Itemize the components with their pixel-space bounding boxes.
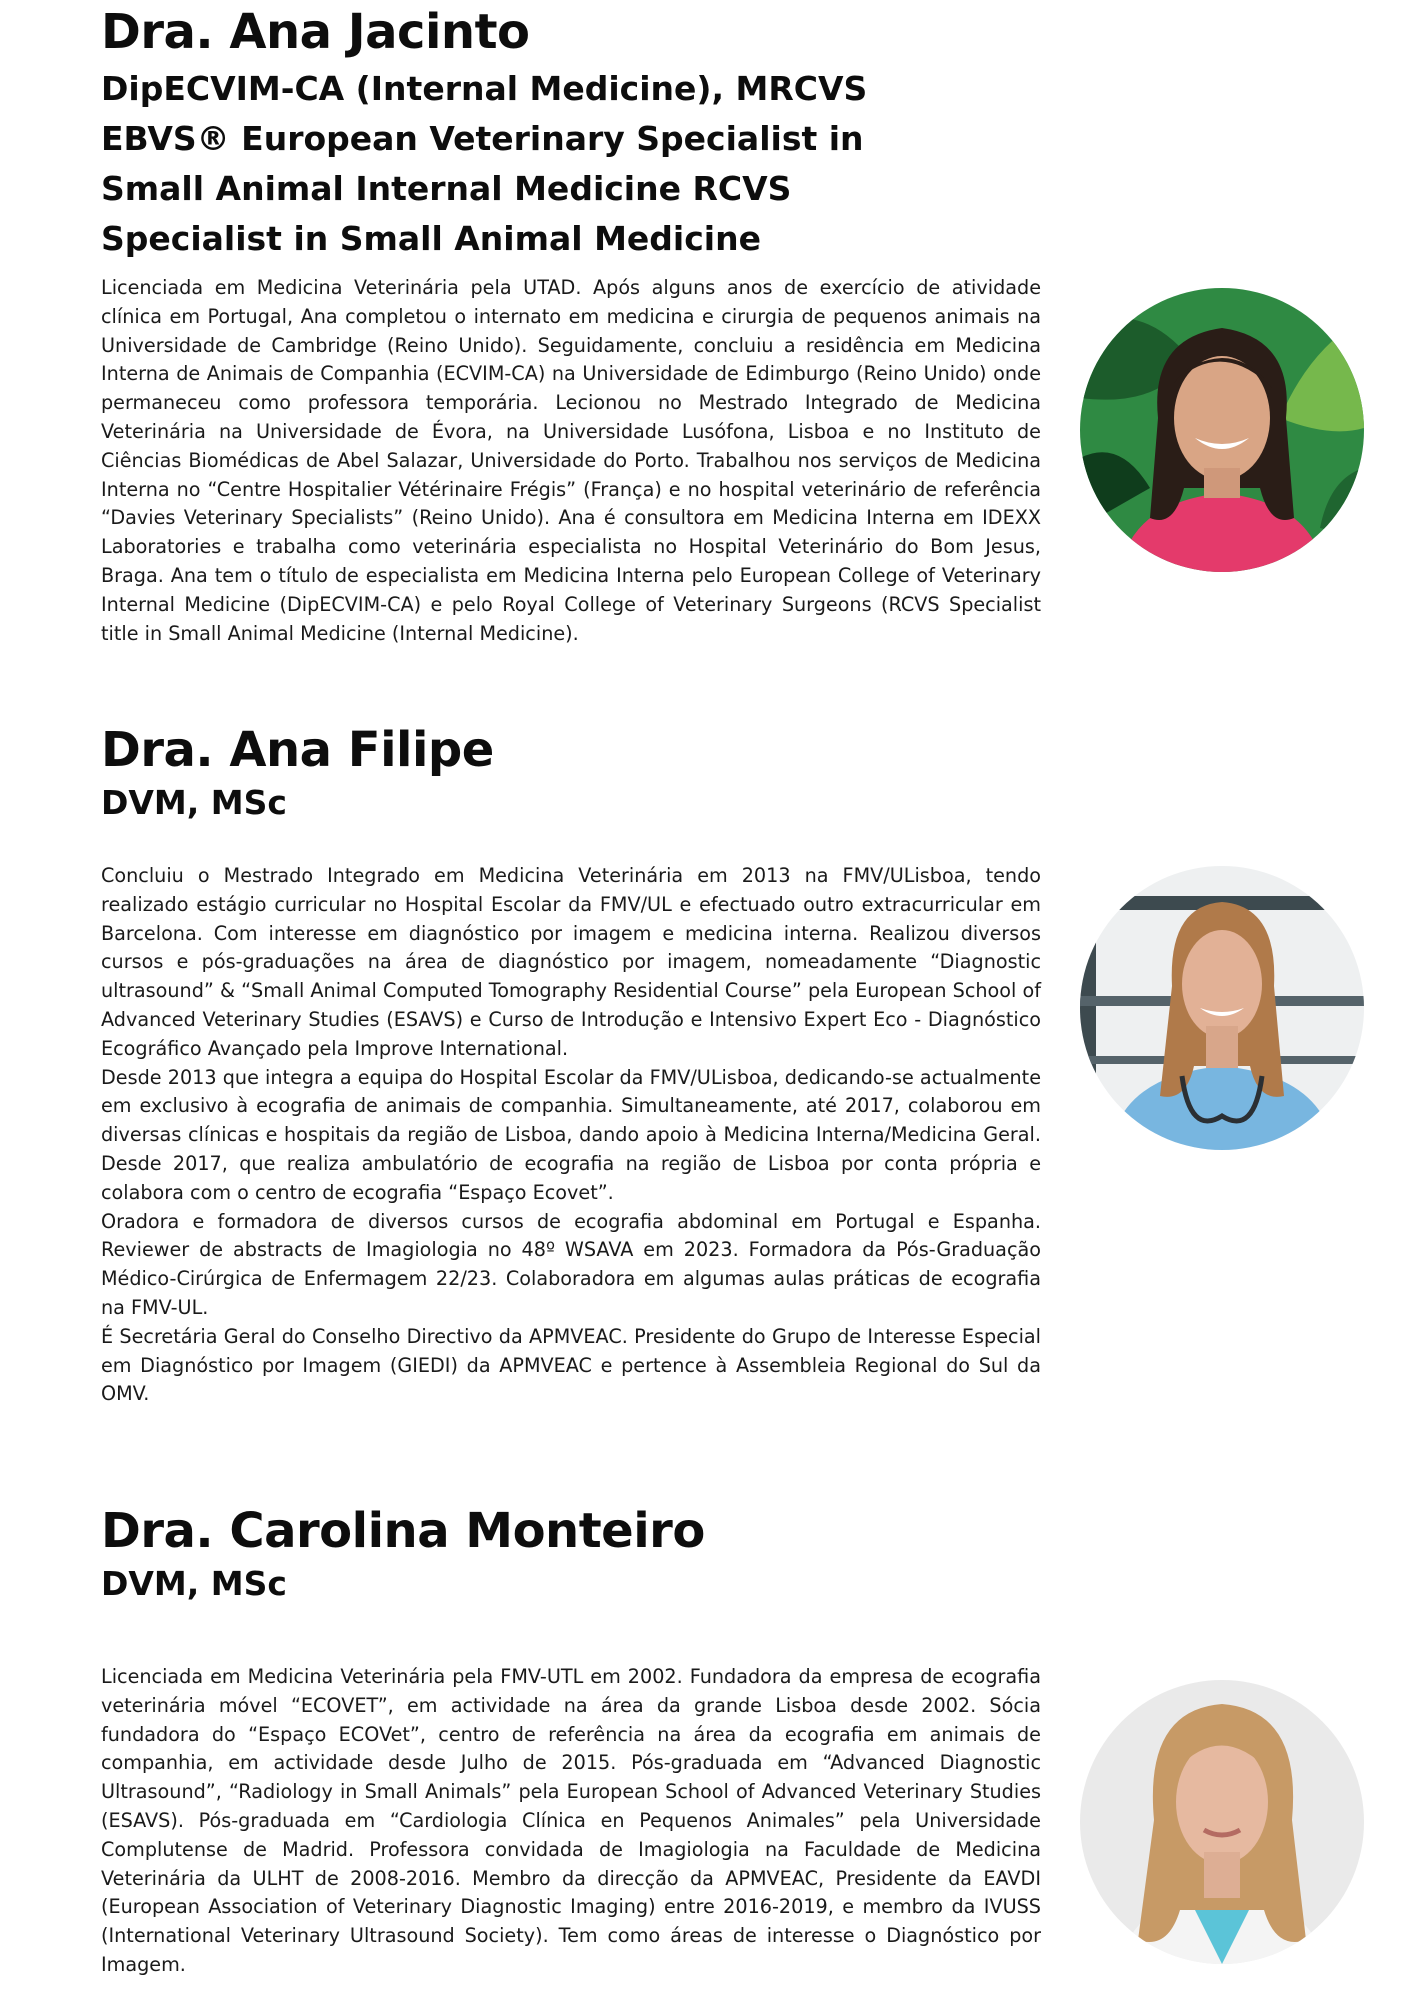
person-bio [101,274,1041,648]
bio-ana-jacinto [101,4,1041,648]
person-name: Dra. Ana Jacinto [101,4,530,60]
person-name: Dra. Carolina Monteiro [101,1503,705,1559]
portrait-photo-carolina-monteiro [1080,1680,1364,1964]
bio-ana-filipe [101,722,1041,1409]
portrait-photo-ana-filipe [1080,866,1364,1150]
bio-paragraph: Oradora e formadora de diversos cursos de ecografia abdominal em Portugal e Espanha. Reviewer de abstracts de Imagiologia no 48º WSAVA em 2023. Formadora da Pós-Graduação Médico-Cirúrgica de Enfermagem 22/23. Colaboradora em algumas aulas práticas de ecografia na FMV-UL. [101,1209,1041,1319]
person-bio [101,862,1041,1409]
bio-carolina-monteiro [101,1503,1041,1980]
bio-paragraph: Desde 2013 que integra a equipa do Hospital Escolar da FMV/ULisboa, dedicando-se actualmente em exclusivo à ecografia de animais de companhia. Simultaneamente, até 2017, colaborou em diversas clínicas e hospitais da região de Lisboa, dando apoio à Medicina Interna/Medicina Geral. Desde 2017, que realiza ambulatório de ecografia na região de Lisboa por conta própria e colabora com o centro de ecografia “Espaço Ecovet”. [101,1065,1041,1204]
bio-paragraph: É Secretária Geral do Conselho Directivo da APMVEAC. Presidente do Grupo de Interesse Especial em Diagnóstico por Imagem (GIEDI) da APMVEAC e pertence à Assembleia Regional do Sul da OMV. [101,1324,1041,1406]
person-name: Dra. Ana Filipe [101,722,494,778]
person-credentials: DipECVIM-CA (Internal Medicine), MRCVS EBVS® European Veterinary Specialist in Small Animal Internal Medicine RCVS Specialist in Small Animal Medicine [101,69,868,258]
bio-paragraph: Licenciada em Medicina Veterinária pela UTAD. Após alguns anos de exercício de atividade clínica em Portugal, Ana completou o internato em medicina e cirurgia de pequenos animais na Universidade de Cambridge (Reino Unido). Seguidamente, concluiu a residência em Medicina Interna de Animais de Companhia (ECVIM-CA) na Universidade de Edimburgo (Reino Unido) onde permaneceu como professora temporária. Lecionou no Mestrado Integrado de Medicina Veterinária na Universidade de Évora, na Universidade Lusófona, Lisboa e no Instituto de Ciências Biomédicas de Abel Salazar, Universidade do Porto. Trabalhou nos serviços de Medicina Interna no “Centre Hospitalier Vétérinaire Frégis” (França) e no hospital veterinário de referência “Davies Veterinary Specialists” (Reino Unido). Ana é consultora em Medicina Interna em IDEXX Laboratories e trabalha como veterinária especialista no Hospital Veterinário do Bom Jesus, Braga. Ana tem o título de especialista em Medicina Interna pelo European College of Veterinary Internal Medicine (DipECVIM-CA) e pelo Royal College of Veterinary Surgeons (RCVS Specialist title in Small Animal Medicine (Internal Medicine). [101,276,1041,645]
person-credentials: DVM, MSc [101,1564,287,1603]
person-bio [101,1663,1041,1980]
bio-paragraph: Licenciada em Medicina Veterinária pela FMV-UTL em 2002. Fundadora da empresa de ecografia veterinária móvel “ECOVET”, em actividade na área da grande Lisboa desde 2002. Sócia fundadora do “Espaço ECOVet”, centro de referência na área da ecografia em animais de companhia, em actividade desde Julho de 2015. Pós-graduada em “Advanced Diagnostic Ultrasound”, “Radiology in Small Animals” pela European School of Advanced Veterinary Studies (ESAVS). Pós-graduada em “Cardiologia Clínica en Pequenos Animales” pela Universidade Complutense de Madrid. Professora convidada de Imagiologia na Faculdade de Medicina Veterinária da ULHT de 2008-2016. Membro da direcção da APMVEAC, Presidente da EAVDI (European Association of Veterinary Diagnostic Imaging) entre 2016-2019, e membro da IVUSS (International Veterinary Ultrasound Society). Tem como áreas de interesse o Diagnóstico por Imagem. [101,1665,1041,1976]
portrait-photo-ana-jacinto [1080,288,1364,572]
person-credentials: DVM, MSc [101,783,287,822]
bio-paragraph: Concluiu o Mestrado Integrado em Medicina Veterinária em 2013 na FMV/ULisboa, tendo realizado estágio curricular no Hospital Escolar da FMV/UL e efectuado outro extracurricular em Barcelona. Com interesse em diagnóstico por imagem e medicina interna. Realizou diversos cursos e pós-graduações na área de diagnóstico por imagem, nomeadamente “Diagnostic ultrasound” & “Small Animal Computed Tomography Residential Course” pela European School of Advanced Veterinary Studies (ESAVS) e Curso de Introdução e Intensivo Expert Eco - Diagnóstico Ecográfico Avançado pela Improve International. [101,864,1041,1060]
